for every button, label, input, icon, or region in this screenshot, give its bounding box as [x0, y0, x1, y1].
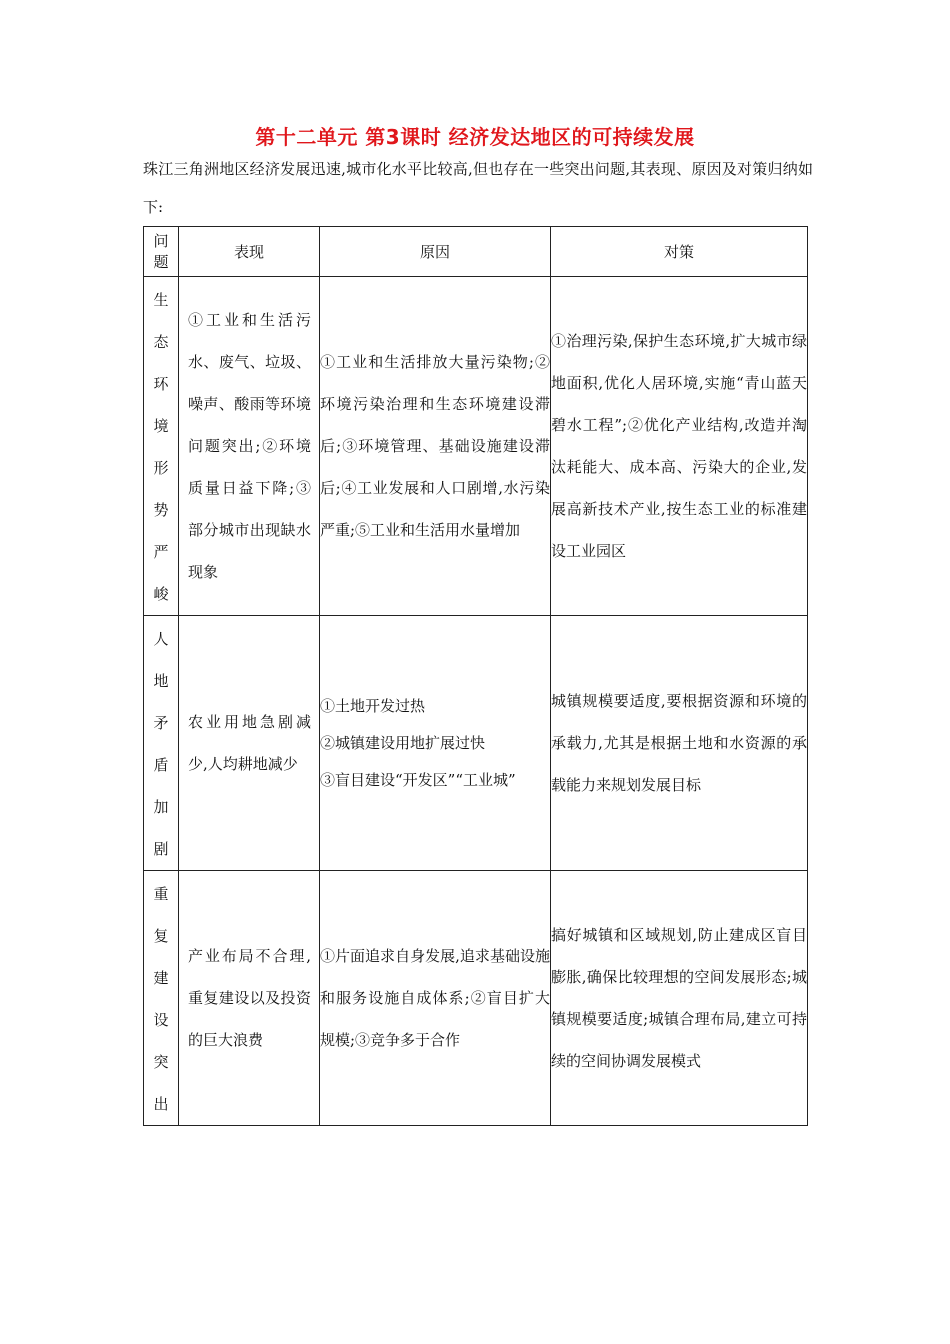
header-problem-text: 问题: [153, 231, 169, 271]
manifestation-cell: 产业布局不合理,重复建设以及投资的巨大浪费: [179, 871, 320, 1126]
cause-cell: ①工业和生活排放大量污染物;②环境污染治理和生态环境建设滞后;③环境管理、基础设施建设滞后;④工业发展和人口剧增,水污染严重;⑤工业和生活用水量增加: [320, 277, 551, 616]
summary-table: [143, 226, 808, 1126]
header-problem: [144, 227, 179, 277]
cause-cell: [320, 616, 551, 871]
manifestation-cell: 农业用地急剧减少,人均耕地减少: [179, 616, 320, 871]
problem-cell: [144, 277, 179, 616]
countermeasure-cell: 城镇规模要适度,要根据资源和环境的承载力,尤其是根据土地和水资源的承载能力来规划发展目标: [551, 616, 808, 871]
page-title: 第十二单元 第3课时 经济发达地区的可持续发展: [255, 125, 695, 149]
cause-line: ③盲目建设“开发区”“工业城”: [320, 770, 516, 789]
problem-cell: [144, 616, 179, 871]
problem-text: 人地矛盾加剧: [153, 630, 169, 858]
problem-text: 生态环境形势严峻: [153, 291, 169, 603]
table-row: [144, 871, 808, 1126]
problem-text: 重复建设突出: [153, 885, 169, 1113]
table-row: [144, 277, 808, 616]
cause-line: ②城镇建设用地扩展过快: [320, 733, 486, 752]
table-row: [144, 616, 808, 871]
cause-cell: ①片面追求自身发展,追求基础设施和服务设施自成体系;②盲目扩大规模;③竞争多于合作: [320, 871, 551, 1126]
countermeasure-cell: ①治理污染,保护生态环境,扩大城市绿地面积,优化人居环境,实施“青山蓝天碧水工程”;②优化产业结构,改造并淘汰耗能大、成本高、污染大的企业,发展高新技术产业,按生态工业的标准建设工业园区: [551, 277, 808, 616]
cause-line: ①土地开发过热: [320, 696, 426, 715]
countermeasure-cell: 搞好城镇和区域规划,防止建成区盲目膨胀,确保比较理想的空间发展形态;城镇规模要适度;城镇合理布局,建立可持续的空间协调发展模式: [551, 871, 808, 1126]
manifestation-cell: ①工业和生活污水、废气、垃圾、噪声、酸雨等环境问题突出;②环境质量日益下降;③部分城市出现缺水现象: [179, 277, 320, 616]
table-header-row: [144, 227, 808, 277]
header-manifestation: 表现: [179, 227, 320, 277]
problem-cell: [144, 871, 179, 1126]
header-cause: 原因: [320, 227, 551, 277]
intro-paragraph: 珠江三角洲地区经济发展迅速,城市化水平比较高,但也存在一些突出问题,其表现、原因及对策归纳如下:: [143, 160, 813, 216]
header-countermeasure: 对策: [551, 227, 808, 277]
